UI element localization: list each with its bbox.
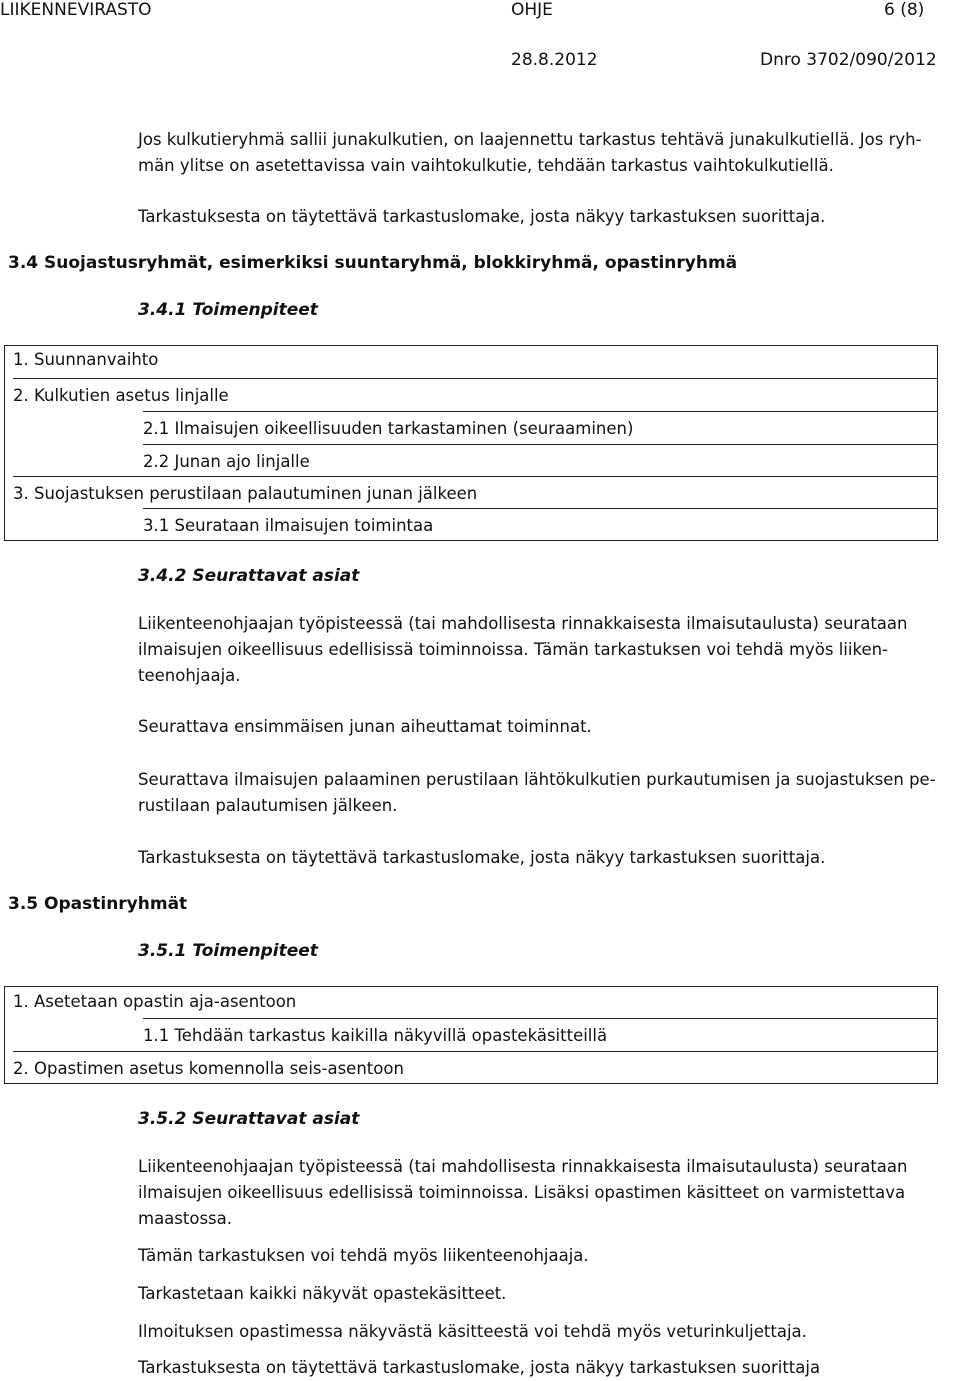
section-3-4-2-paragraph-3 [138, 767, 938, 819]
intro-form-note: Tarkastuksesta on täytettävä tarkastuslomake, josta näkyy tarkastuksen suorittaja. [138, 207, 826, 226]
table-row: 1. Asetetaan opastin aja-asentoon [13, 992, 297, 1011]
intro-paragraph [138, 127, 938, 179]
section-3-4-2-paragraph-1 [138, 611, 938, 689]
paragraph-line: ilmaisujen oikeellisuus edellisissä toiminnoissa. Tämän tarkastuksen voi tehdä myös liiken- [138, 640, 889, 659]
section-3-4-1-heading: 3.4.1 Toimenpiteet [138, 300, 318, 320]
section-3-4-heading: 3.4 Suojastusryhmät, esimerkiksi suuntaryhmä, blokkiryhmä, opastinryhmä [8, 253, 738, 273]
organization-name: LIIKENNEVIRASTO [0, 0, 152, 20]
table-row: 3.1 Seurataan ilmaisujen toimintaa [143, 508, 937, 541]
section-3-5-2-heading: 3.5.2 Seurattavat asiat [138, 1109, 360, 1129]
section-3-5-2-paragraph-2: Tämän tarkastuksen voi tehdä myös liikenteenohjaaja. [138, 1246, 589, 1265]
section-3-5-2-paragraph-4: Ilmoituksen opastimessa näkyvästä käsitteestä voi tehdä myös veturinkuljettaja. [138, 1322, 807, 1341]
intro-line-1: Jos kulkutieryhmä sallii junakulkutien, on laajennettu tarkastus tehtävä junakulkutiellä. Jos ryh- [138, 130, 922, 149]
page-number: 6 (8) [884, 0, 925, 20]
table-row: 3. Suojastuksen perustilaan palautuminen junan jälkeen [13, 476, 937, 509]
table-row: 2.1 Ilmaisujen oikeellisuuden tarkastaminen (seuraaminen) [143, 411, 937, 444]
steps-table-3-5-1 [4, 986, 938, 1084]
paragraph-line: Liikenteenohjaajan työpisteessä (tai mahdollisesta rinnakkaisesta ilmaisutaulusta) seurataan [138, 614, 908, 633]
paragraph-line: Seurattava ilmaisujen palaaminen perustilaan lähtökulkutien purkautumisen ja suojastuksen pe- [138, 770, 936, 789]
paragraph-line: teenohjaaja. [138, 666, 241, 685]
paragraph-line: rustilaan palautumisen jälkeen. [138, 796, 398, 815]
paragraph-line: maastossa. [138, 1209, 233, 1228]
intro-line-2: män ylitse on asetettavissa vain vaihtokulkutie, tehdään tarkastus vaihtokulkutiellä. [138, 156, 834, 175]
steps-table-3-4-1 [4, 345, 938, 541]
section-3-5-heading: 3.5 Opastinryhmät [8, 894, 188, 914]
section-3-4-2-heading: 3.4.2 Seurattavat asiat [138, 566, 360, 586]
section-3-5-2-paragraph-5: Tarkastuksesta on täytettävä tarkastuslomake, josta näkyy tarkastuksen suorittaja [138, 1358, 821, 1377]
table-row: 2. Kulkutien asetus linjalle [13, 378, 937, 411]
paragraph-line: ilmaisujen oikeellisuus edellisissä toiminnoissa. Lisäksi opastimen käsitteet on varmistettava [138, 1183, 906, 1202]
document-type: OHJE [511, 0, 553, 20]
table-row: 1. Suunnanvaihto [13, 350, 159, 369]
section-3-5-2-paragraph-1 [138, 1154, 938, 1232]
section-3-5-1-heading: 3.5.1 Toimenpiteet [138, 941, 318, 961]
table-row: 2.2 Junan ajo linjalle [143, 444, 937, 477]
section-3-4-2-paragraph-2: Seurattava ensimmäisen junan aiheuttamat toiminnat. [138, 717, 592, 736]
table-row: 2. Opastimen asetus komennolla seis-asentoon [13, 1051, 937, 1084]
table-row: 1.1 Tehdään tarkastus kaikilla näkyvillä opastekäsitteillä [143, 1018, 937, 1051]
document-date: 28.8.2012 [511, 50, 598, 70]
section-3-5-2-paragraph-3: Tarkastetaan kaikki näkyvät opastekäsitteet. [138, 1284, 507, 1303]
section-3-4-2-paragraph-4: Tarkastuksesta on täytettävä tarkastuslomake, josta näkyy tarkastuksen suorittaja. [138, 848, 826, 867]
paragraph-line: Liikenteenohjaajan työpisteessä (tai mahdollisesta rinnakkaisesta ilmaisutaulusta) seurataan [138, 1157, 908, 1176]
document-reference-number: Dnro 3702/090/2012 [760, 50, 937, 70]
